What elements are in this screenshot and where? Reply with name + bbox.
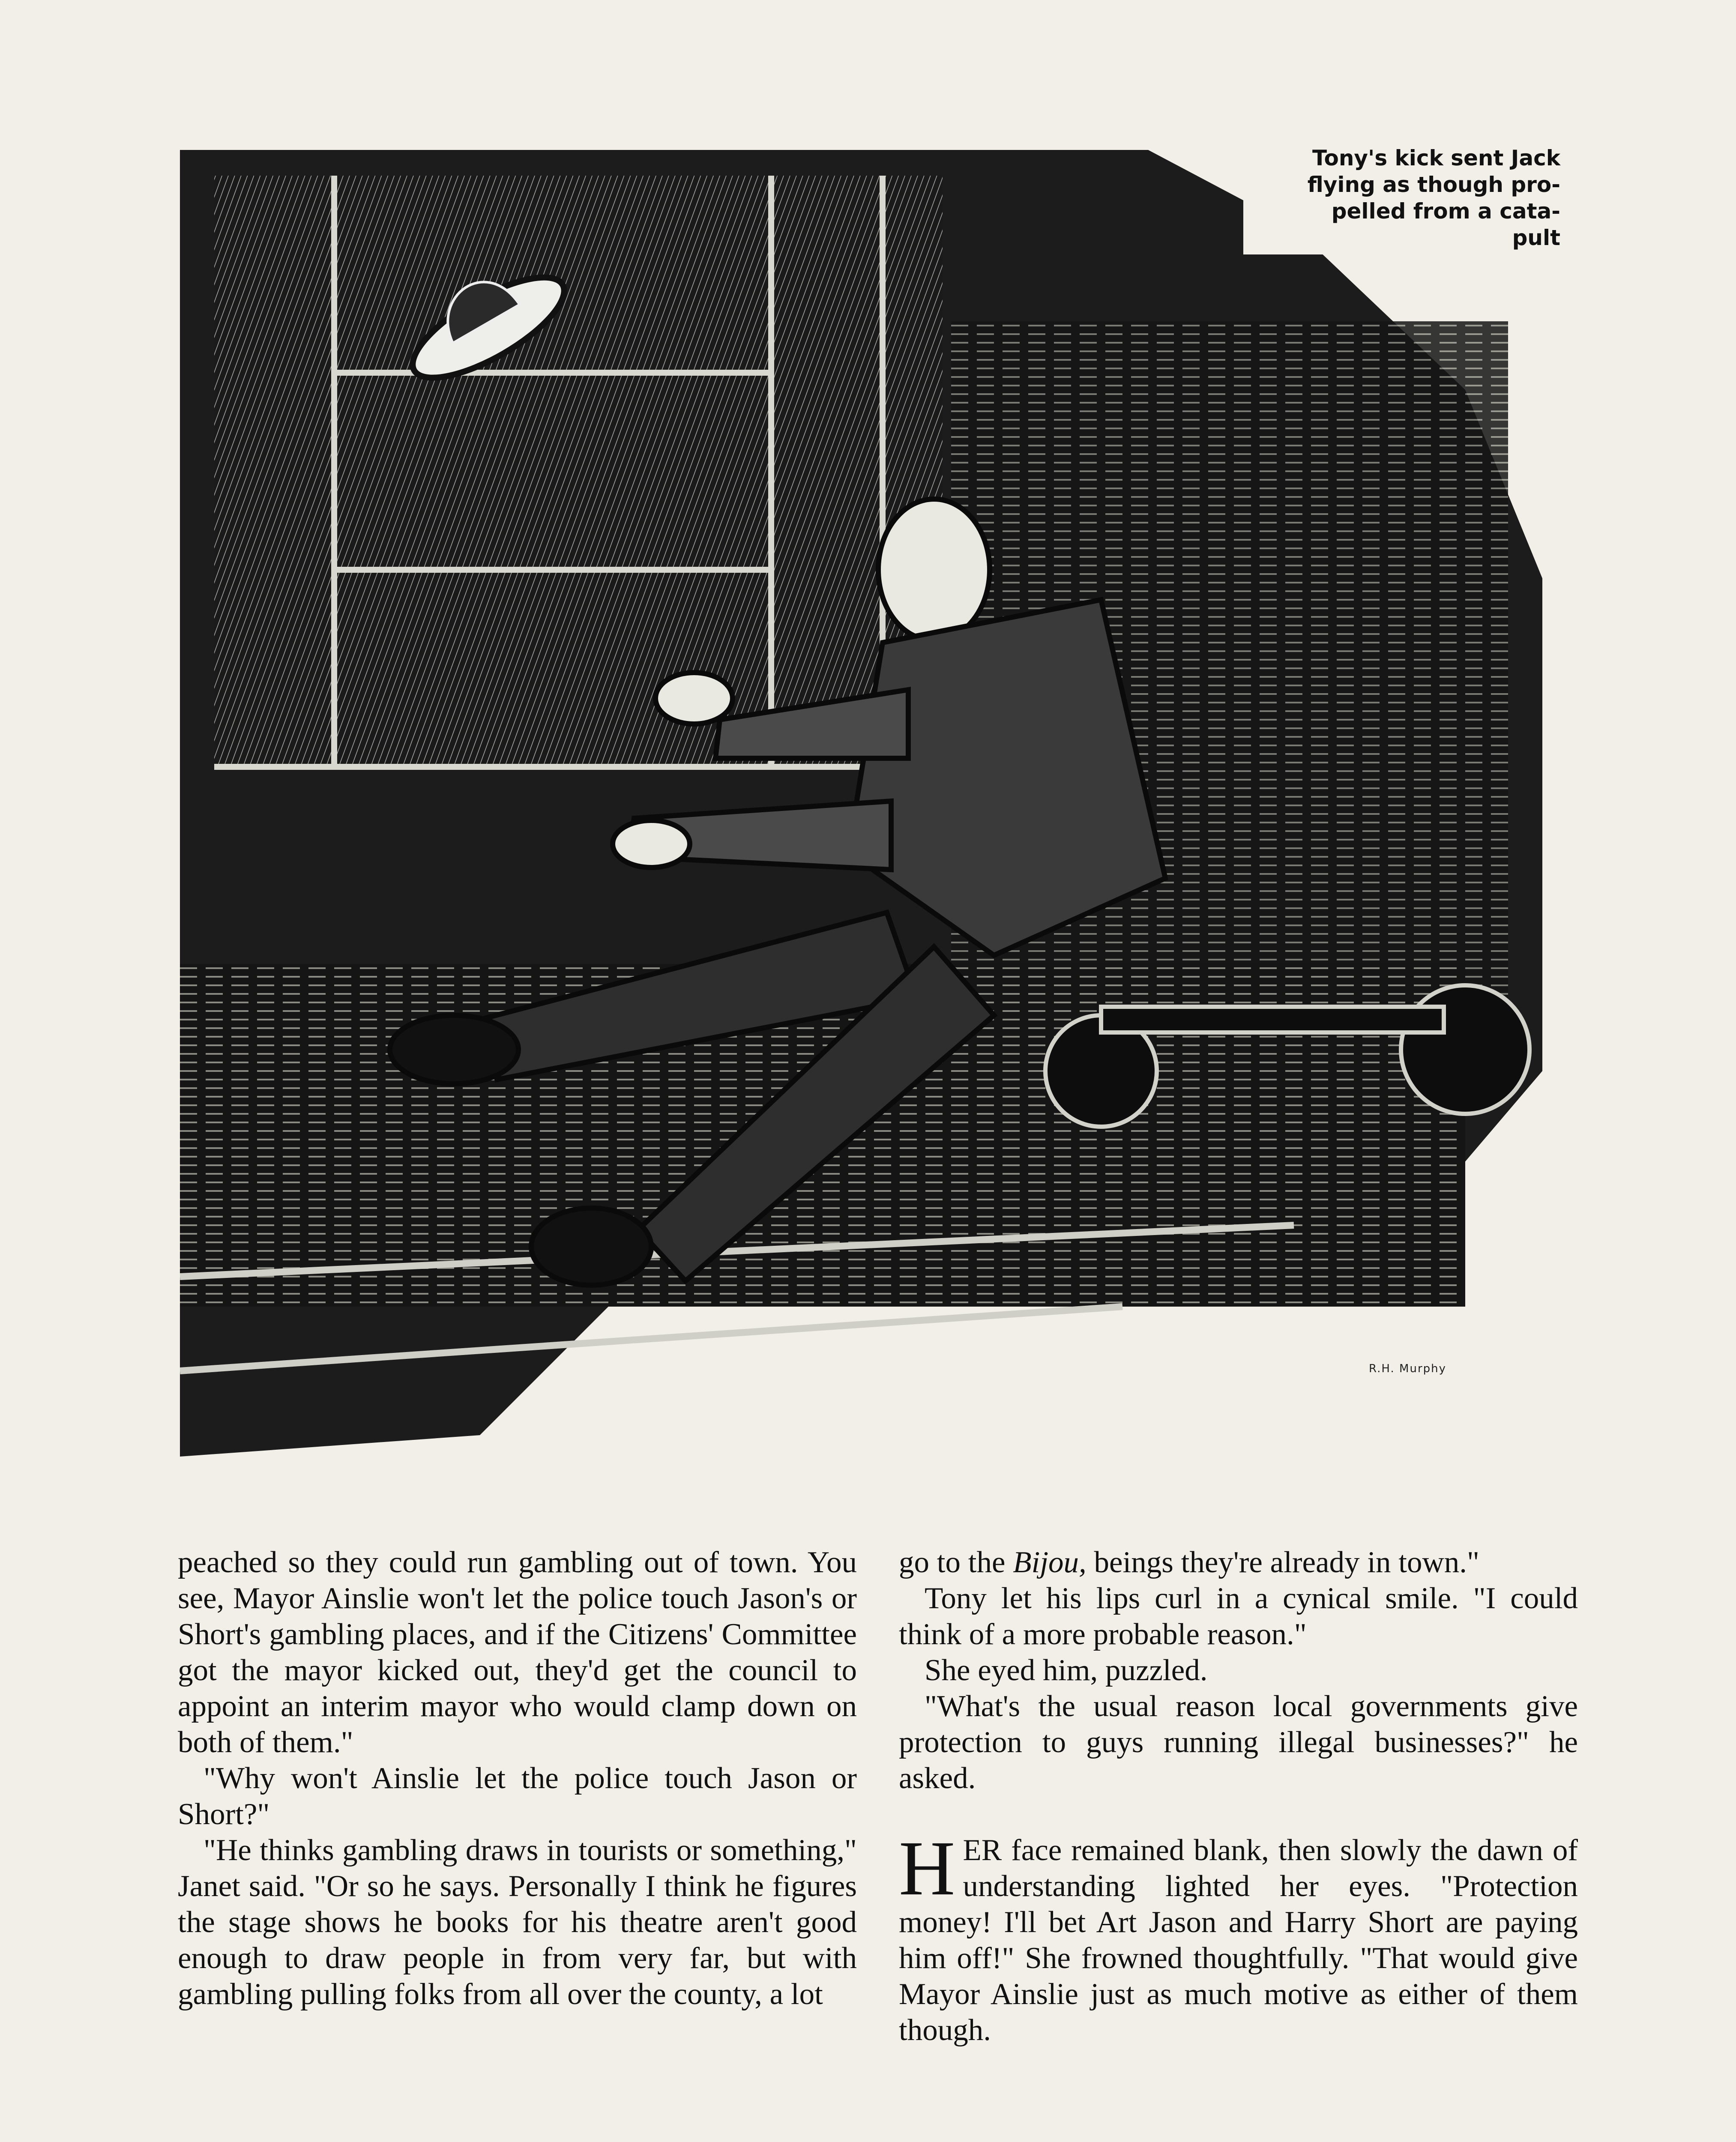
story-text: go to the <box>899 1546 1013 1579</box>
story-text: ER face remained blank, then slowly the dawn of understanding lighted her eyes. "Protection money! I'll bet Art Jason and Harry Short are paying him off!" She frowned thoughtfully. "That would give Mayor Ainslie just as much motive as either of them though. <box>899 1834 1578 2047</box>
story-paragraph: "He thinks gambling draws in tourists or something," Janet said. "Or so he says. Personally I think he figures the stage shows he books for his theatre aren't good enough to draw people in from very far, but with gambling pulling folks from all over the county, a lot <box>178 1834 857 2011</box>
story-column-right <box>899 1544 1578 2048</box>
artist-signature: R.H. Murphy <box>1369 1362 1446 1375</box>
story-paragraph: peached so they could run gambling out of town. You see, Mayor Ainslie won't let the police touch Jason's or Short's gambling places, and if the Citizens' Committee got the mayor kicked out, they'd get the council to appoint an interim mayor who would clamp down on both of them." <box>178 1546 857 1759</box>
story-paragraph <box>899 1544 1578 1580</box>
theatre-name: Bijou, <box>1013 1546 1086 1579</box>
story-column-left <box>178 1544 857 2012</box>
story-paragraph-dropcap <box>899 1825 1578 2048</box>
story-paragraph: She eyed him, puzzled. <box>925 1654 1208 1687</box>
illustration <box>180 150 1542 1457</box>
story-paragraph: "Why won't Ainslie let the police touch Jason or Short?" <box>178 1762 857 1831</box>
story-paragraph: "What's the usual reason local governments give protection to guys running illegal businesses?" he asked. <box>899 1690 1578 1795</box>
drop-cap: H <box>899 1825 955 1912</box>
story-text: beings they're already in town." <box>1086 1546 1479 1579</box>
illustration-caption: Tony's kick sent Jack flying as though pro- pelled from a cata- pult <box>1243 141 1560 254</box>
story-paragraph: Tony let his lips curl in a cynical smile. "I could think of a more probable reason." <box>899 1582 1578 1651</box>
